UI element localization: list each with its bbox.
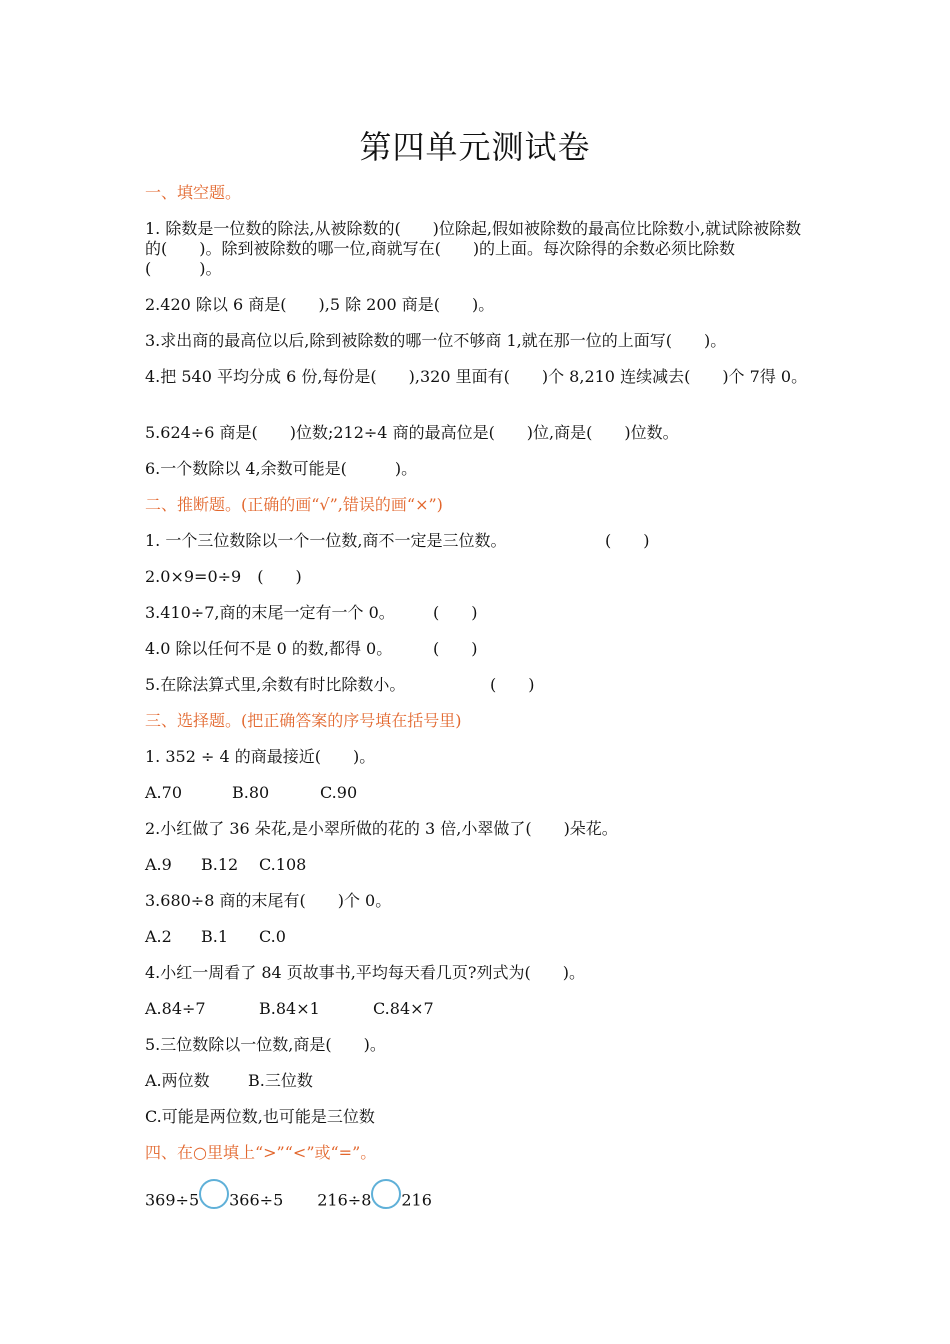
choice-options-3 [145,927,286,947]
compare-circle-1[interactable] [199,1179,229,1209]
judge-question-4: 4.0 除以任何不是 0 的数,都得 0。 [145,639,393,658]
option-a: A.9 [145,855,172,874]
fill-question-1: 1. 除数是一位数的除法,从被除数的( )位除起,假如被除数的最高位比除数小,就试除被除数的( )。除到被除数的哪一位,商就写在( )的上面。每次除得的余数必须比除数( )。 [145,219,802,278]
fill-question-5: 5.624÷6 商是( )位数;212÷4 商的最高位是( )位,商是( )位数。 [145,423,679,442]
choice-question-3: 3.680÷8 商的末尾有( )个 0。 [145,891,392,910]
option-c: C.90 [320,783,358,802]
judge-question-2: 2.0×9=0÷9 ( ) [145,567,302,586]
option-a: A.2 [145,927,172,946]
choice-question-5: 5.三位数除以一位数,商是( )。 [145,1035,386,1054]
judge-question-3: 3.410÷7,商的末尾一定有一个 0。 [145,603,395,622]
judge-answer-bracket-4: ( ) [433,639,478,658]
option-a: A.84÷7 [145,999,206,1018]
option-c: C.84×7 [373,999,434,1018]
compare-circle-2[interactable] [371,1179,401,1209]
judge-answer-bracket-1: ( ) [605,531,650,550]
fill-question-6: 6.一个数除以 4,余数可能是( )。 [145,459,418,478]
choice-options-4 [145,999,434,1019]
compare-row [145,1189,432,1213]
compare-2-right: 216 [401,1190,432,1210]
compare-2-left: 216÷8 [317,1190,372,1210]
fill-question-4: 4.把 540 平均分成 6 份,每份是( ),320 里面有( )个 8,210 连续减去( )个 7得 0。 [145,367,808,386]
option-b: B.1 [201,927,229,946]
judge-answer-bracket-3: ( ) [433,603,478,622]
compare-1-right: 366÷5 [229,1190,284,1210]
option-b: B.80 [232,783,270,802]
choice-question-4: 4.小红一周看了 84 页故事书,平均每天看几页?列式为( )。 [145,963,585,982]
option-c: C.0 [259,927,286,946]
option-b: B.12 [201,855,239,874]
judge-answer-bracket-5: ( ) [490,675,535,694]
option-b: B.84×1 [259,999,320,1018]
section-1-heading: 一、填空题。 [145,183,242,202]
judge-question-1: 1. 一个三位数除以一个一位数,商不一定是三位数。 [145,531,507,550]
fill-question-2: 2.420 除以 6 商是( ),5 除 200 商是( )。 [145,295,495,314]
option-b: B.三位数 [248,1071,313,1090]
judge-question-5: 5.在除法算式里,余数有时比除数小。 [145,675,406,694]
fill-question-3: 3.求出商的最高位以后,除到被除数的哪一位不够商 1,就在那一位的上面写( )。 [145,331,727,350]
section-4-heading: 四、在○里填上“>”“<”或“=”。 [145,1143,377,1162]
choice-question-2: 2.小红做了 36 朵花,是小翠所做的花的 3 倍,小翠做了( )朵花。 [145,819,618,838]
page-title: 第四单元测试卷 [359,128,591,166]
choice-options-1 [145,783,357,803]
option-a: A.两位数 [145,1071,210,1090]
section-3-heading: 三、选择题。(把正确答案的序号填在括号里) [145,711,462,730]
choice-options-2 [145,855,306,875]
choice-question-1: 1. 352 ÷ 4 的商最接近( )。 [145,747,376,766]
choice-option-5c: C.可能是两位数,也可能是三位数 [145,1107,375,1126]
option-c: C.108 [259,855,307,874]
choice-options-5 [145,1071,313,1091]
compare-1-left: 369÷5 [145,1190,200,1210]
section-2-heading: 二、推断题。(正确的画“√”,错误的画“×”) [145,495,443,514]
option-a: A.70 [145,783,182,802]
